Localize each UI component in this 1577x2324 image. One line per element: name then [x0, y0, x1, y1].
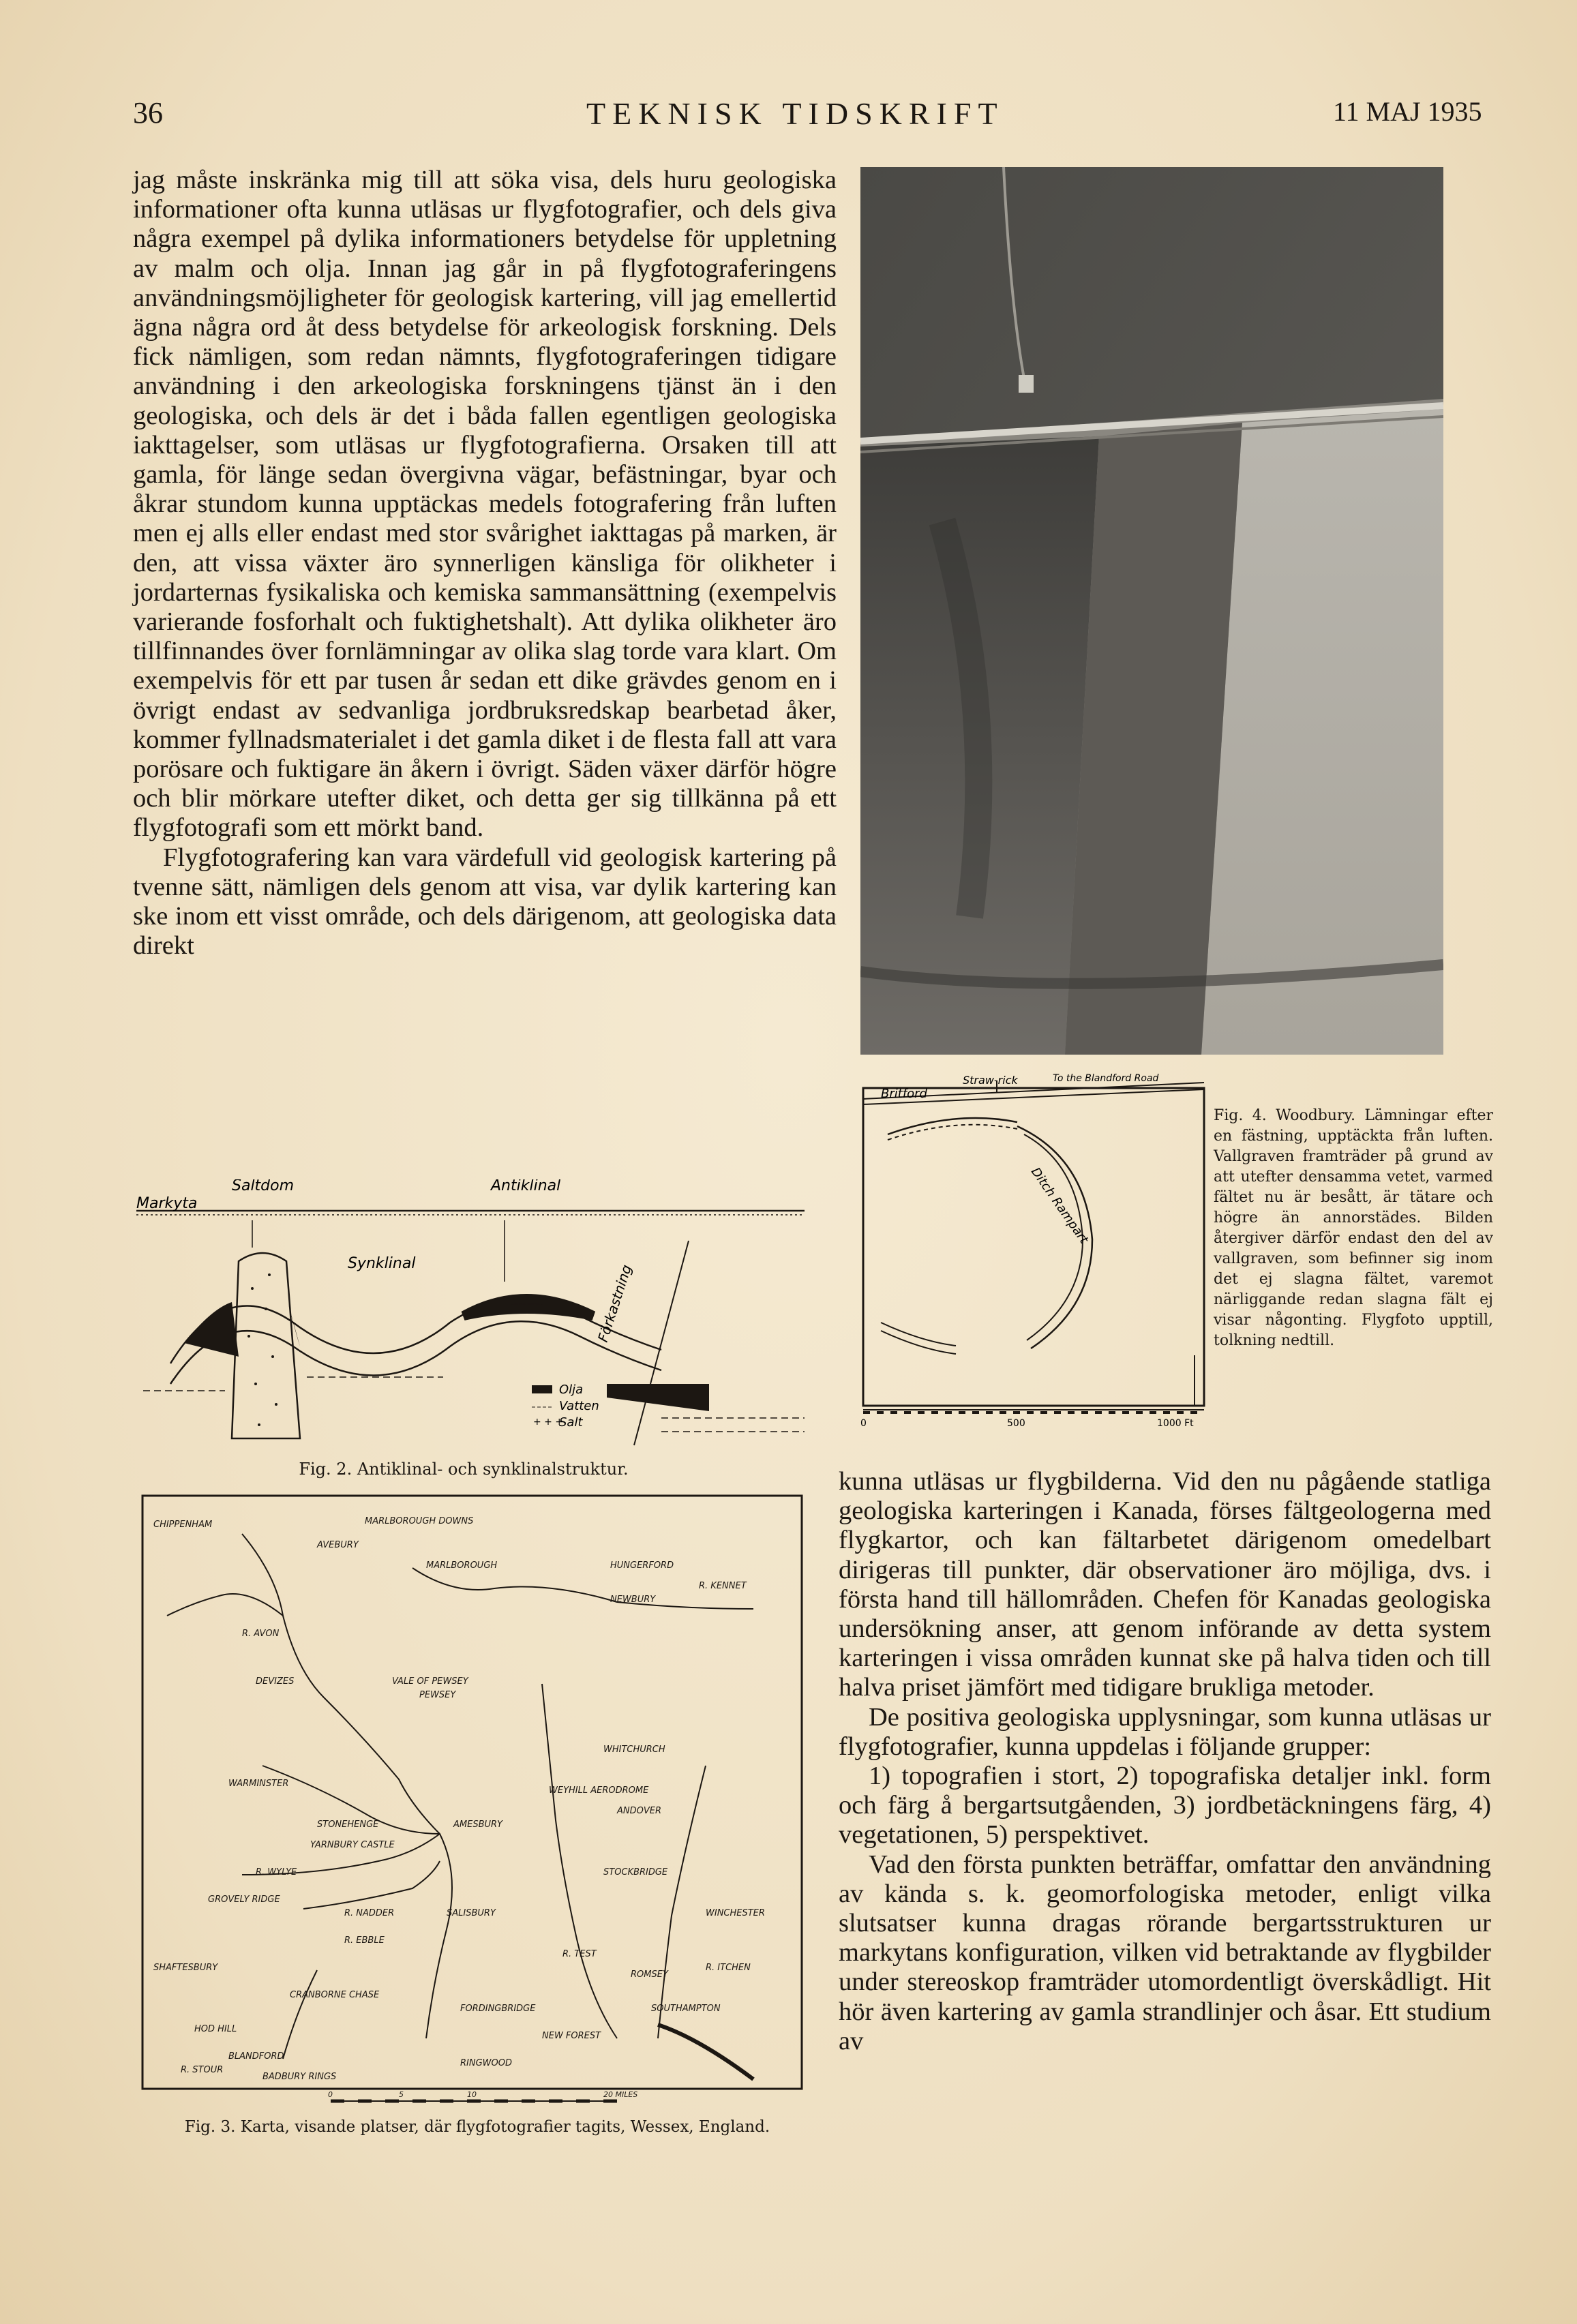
- map-place-label: STOCKBRIDGE: [603, 1867, 668, 1877]
- map-place-label: NEW FOREST: [542, 2031, 601, 2041]
- map-place-label: MARLBOROUGH DOWNS: [365, 1516, 474, 1526]
- legend-vatten: Vatten: [559, 1399, 599, 1413]
- right-column: [839, 1467, 1491, 2056]
- map-place-label: BADBURY RINGS: [262, 2072, 337, 2082]
- map-scale-label: 10: [467, 2090, 477, 2099]
- issue-date: 11 MAJ 1935: [1333, 96, 1482, 127]
- map-place-label: WEYHILL AERODROME: [549, 1785, 649, 1796]
- map-place-label: CRANBORNE CHASE: [290, 1990, 380, 2000]
- map-place-label: NEWBURY: [610, 1595, 656, 1605]
- map-place-label: WARMINSTER: [228, 1779, 289, 1789]
- paragraph: kunna utläsas ur flygbilderna. Vid den nu pågående statliga geologiska karteringen i Kanada, förses fältgeologerna med flygkartor, och kan fältarbetet därigenom omedelbart dirigeras till punkter, där observationer äro möjliga, dvs. i första hand till hällområden. Chefen för Kanadas geologiska undersökning anser, att genom införande av detta system karteringen i vissa områden kunnat ske på halva tiden och till halva priset jämfört med tidigare brukliga metoder.: [839, 1467, 1491, 1702]
- left-column: [133, 166, 837, 961]
- svg-text:+ + +: + + +: [533, 1417, 564, 1428]
- map-place-label: VALE OF PEWSEY: [392, 1676, 468, 1687]
- map-place-label: ROMSEY: [631, 1970, 668, 1980]
- label-blandford-road: To the Blandford Road: [1053, 1073, 1159, 1084]
- label-saltdom: Saltdom: [232, 1179, 295, 1194]
- map-place-label: RINGWOOD: [460, 2058, 512, 2068]
- map-place-label: AMESBURY: [453, 1820, 502, 1830]
- map-place-label: HOD HILL: [194, 2024, 237, 2034]
- label-antiklinal: Antiklinal: [491, 1179, 561, 1194]
- label-synklinal: Synklinal: [348, 1255, 416, 1272]
- paragraph: De positiva geologiska upplysningar, som kunna utläsas ur flygfotografier, kunna uppdelas i följande grupper:: [839, 1702, 1491, 1761]
- map-place-label: WINCHESTER: [706, 1908, 765, 1918]
- map-place-label: R. WYLYE: [256, 1867, 297, 1877]
- map-place-label: AVEBURY: [317, 1540, 359, 1550]
- fig4-caption: Fig. 4. Woodbury. Lämningar efter en fästning, upptäckta från luften. Vallgraven framträder på grund av att utefter densamma vetet, varmed fältet nu är besått, är tätare och högre än annorstädes. Bilden återgiver därför endast den del av vallgraven, som befinner sig inom det ej slagna fältet, varemot närliggande redan slagna fält ej visar någonting. Flygfoto upptill, tolkning nedtill.: [1214, 1107, 1493, 1349]
- map-place-label: SHAFTESBURY: [153, 1963, 218, 1973]
- map-place-label: DEVIZES: [256, 1676, 295, 1687]
- paragraph: 1) topografien i stort, 2) topografiska detaljer inkl. form och färg å bergartsutgåenden, 3) jordbetäckningens färg, 4) vegetationen, 5) perspektivet.: [839, 1762, 1491, 1850]
- aerial-photo: [860, 167, 1443, 1055]
- map-place-label: MARLBOROUGH: [426, 1560, 498, 1571]
- map-place-label: R. TEST: [562, 1949, 597, 1959]
- map-scale-label: 20 MILES: [603, 2090, 638, 2099]
- paragraph: Flygfotografering kan vara värdefull vid geologisk kartering på tvenne sätt, nämligen dels genom att visa, var dylik kartering kan ske inom ett visst område, och dels därigenom, att geologiska data direkt: [133, 843, 837, 961]
- scale-0: 0: [860, 1418, 867, 1429]
- map-place-label: R. AVON: [242, 1629, 280, 1639]
- page-number: 36: [133, 96, 163, 130]
- scale-500: 500: [1007, 1418, 1025, 1429]
- map-place-label: SALISBURY: [447, 1908, 496, 1918]
- legend-salt: Salt: [559, 1415, 583, 1430]
- legend-olja: Olja: [559, 1383, 584, 1397]
- map-place-label: R. ITCHEN: [706, 1963, 751, 1973]
- map-place-label: PEWSEY: [419, 1690, 456, 1700]
- map-place-label: SOUTHAMPTON: [651, 2004, 721, 2014]
- map-place-label: YARNBURY CASTLE: [310, 1840, 395, 1850]
- map-place-label: R. KENNET: [699, 1581, 747, 1591]
- map-place-label: WHITCHURCH: [603, 1745, 665, 1755]
- label-forkastning: Förkastning: [594, 1263, 635, 1344]
- map-place-label: R. STOUR: [181, 2065, 224, 2075]
- label-rampart: Ditch Rampart: [1027, 1164, 1092, 1247]
- map-place-label: R. EBBLE: [344, 1935, 385, 1946]
- label-britford: Britford: [881, 1087, 927, 1101]
- label-straw-rick: Straw-rick: [963, 1074, 1018, 1087]
- map-place-label: FORDINGBRIDGE: [460, 2004, 536, 2014]
- map-place-label: CHIPPENHAM: [153, 1520, 213, 1530]
- scale-1000: 1000 Ft: [1157, 1418, 1194, 1429]
- anticline-diagram: [130, 1179, 811, 1452]
- map-scale-label: 0: [328, 2090, 333, 2099]
- map-place-label: BLANDFORD: [228, 2051, 284, 2062]
- paragraph: jag måste inskränka mig till att söka visa, dels huru geologiska informationer ofta kunna utläsas ur flygfotografier, och dels giva några exempel på dylika informationers betydelse för uppletning av malm och olja. Innan jag går in på flygfotograferingens användningsmöjligheter för geologisk kartering, vill jag emellertid ägna några ord åt dess betydelse för arkeologisk forskning. Dels fick nämligen, som redan nämnts, flygfotograferingen tidigare användning i den arkeologiska forskningens tjänst än i den geologiska, och dels är det i båda fallen egentligen geologiska iakttagelser, som utläsas ur flygfotografierna. Orsaken till att gamla, för länge sedan övergivna vägar, befästningar, byar och åkrar stundom kunna upptäckas medels fotografering från luften men ej alls eller endast med stor svårighet iakttagas på marken, är den, att vissa växter äro synnerligen känsliga för olikheter i jordarternas fysikaliska och kemiska sammansättning (exempelvis varierande fosforhalt och fuktighetshalt). Att dylika olikheter äro tillfinnandes över fornlämningar av olika slag torde vara klart. Om exempelvis för ett par tusen år sedan ett dike grävdes genom en i övrigt endast av sedvanliga jordbruksredskap bearbetad åker, kommer fyllnadsmaterialet i det gamla diket i de flesta fall att vara porösare och fuktigare än åkern i övrigt. Säden växer därför högre och blir mörkare utefter diket, och detta ger sig tillkänna på ett flygfotografi som ett mörkt band.: [133, 166, 837, 843]
- map-place-label: STONEHENGE: [317, 1820, 379, 1830]
- map-place-label: HUNGERFORD: [610, 1560, 674, 1571]
- paragraph: Vad den första punkten beträffar, omfattar den användning av kända s. k. geomorfologiska metoder, enligt vilka slutsatser kunna dragas rörande bergartsstrukturen ur markytans konfiguration, vilken vid betraktande av flygbilder under stereoskop framträder utomordentligt överskådligt. Hit hör även kartering av gamla strandlinjer och åsar. Ett studium av: [839, 1850, 1491, 2055]
- map-scale-label: 5: [399, 2090, 404, 2099]
- fig2-caption: Fig. 2. Antiklinal- och synklinalstruktur.: [299, 1460, 629, 1479]
- journal-title: TEKNISK TIDSKRIFT: [586, 96, 1004, 131]
- fig3-caption: Fig. 3. Karta, visande platser, där flygfotografier tagits, Wessex, England.: [184, 2118, 770, 2136]
- wessex-map: [140, 1493, 805, 2107]
- map-place-label: ANDOVER: [617, 1806, 661, 1816]
- label-markyta: Markyta: [136, 1195, 198, 1212]
- fortification-sketch: [860, 1069, 1208, 1430]
- map-place-label: GROVELY RIDGE: [208, 1895, 280, 1905]
- map-place-label: R. NADDER: [344, 1908, 395, 1918]
